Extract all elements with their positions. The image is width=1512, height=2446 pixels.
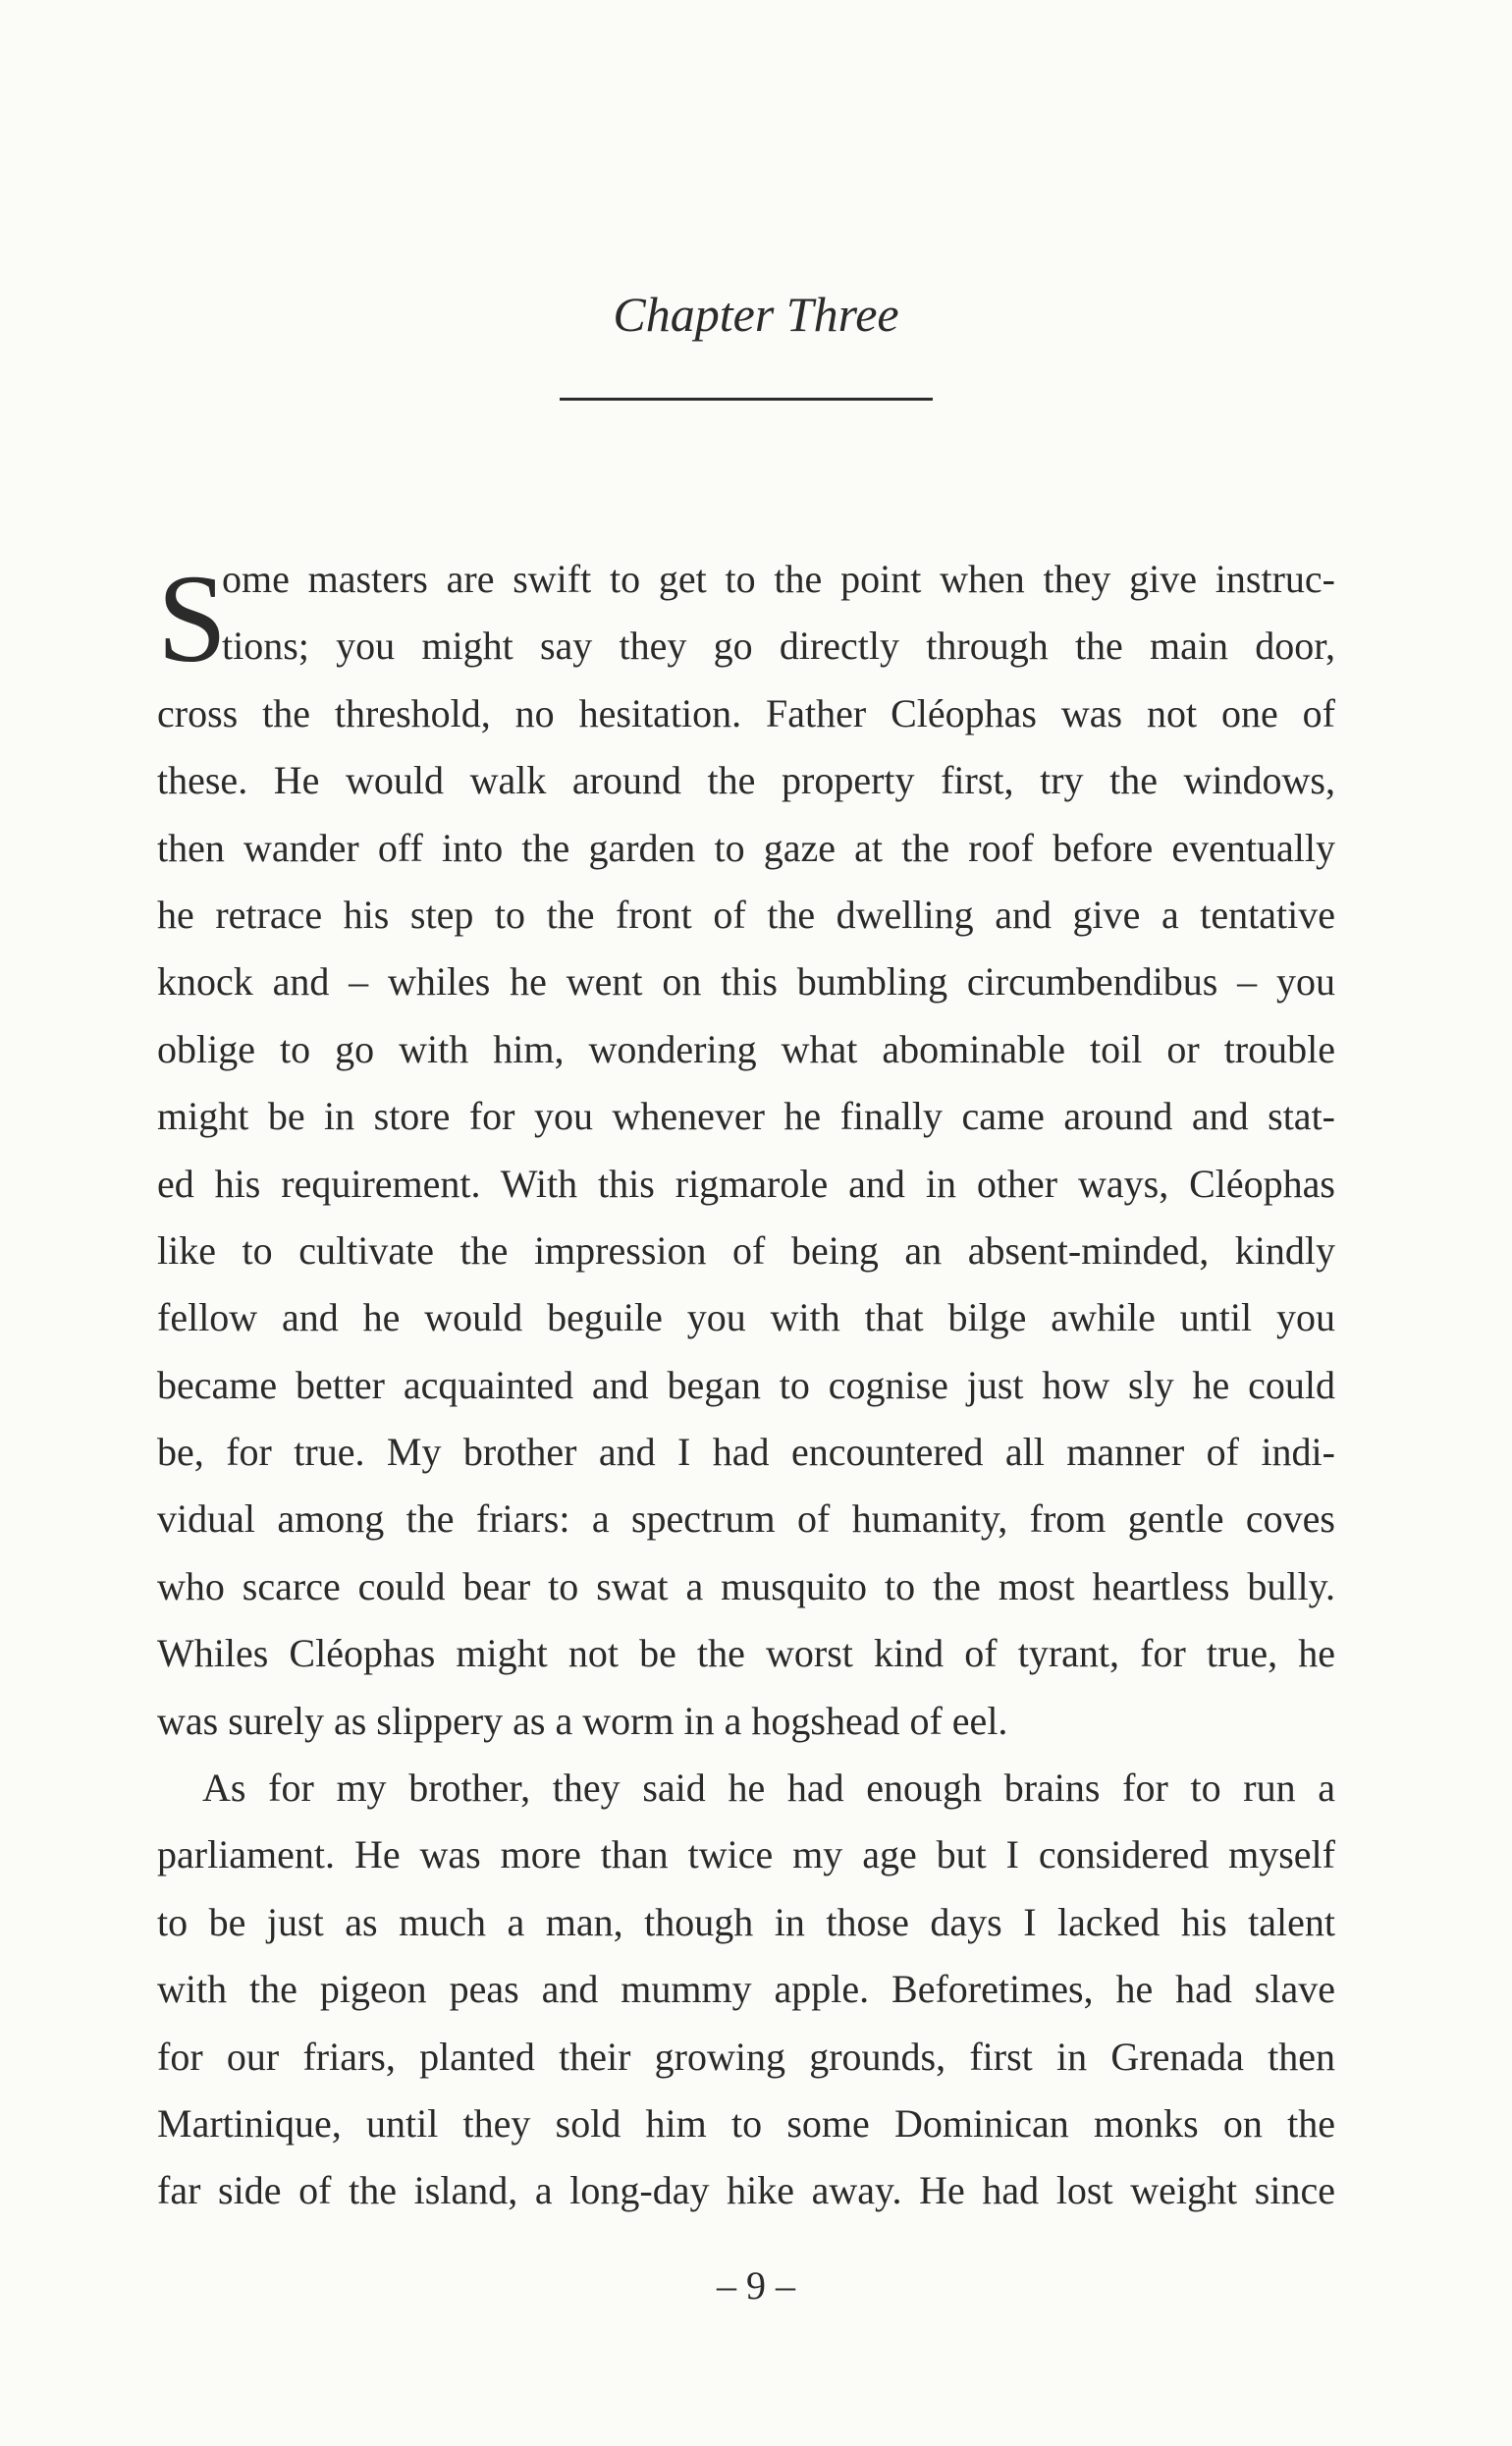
text-line: parliament. He was more than twice my age but I considered myself — [157, 1832, 1335, 1877]
text-line: vidual among the friars: a spectrum of humanity, from gentle coves — [157, 1496, 1335, 1542]
text-line: for our friars, planted their growing grounds, first in Grenada then — [157, 2034, 1335, 2079]
page-number: – 9 – — [717, 2263, 795, 2308]
text-line: then wander off into the garden to gaze at the roof before eventually — [157, 825, 1335, 870]
text-line: oblige to go with him, wondering what abominable toil or trouble — [157, 1026, 1335, 1071]
text-line: he retrace his step to the front of the dwelling and give a tentative — [157, 892, 1335, 937]
text-line: ome masters are swift to get to the point when they give instruc- — [222, 557, 1335, 601]
text-line: was surely as slippery as a worm in a hogshead of eel. — [157, 1698, 1008, 1743]
text-line: these. He would walk around the property first, try the windows, — [157, 758, 1335, 803]
text-line: fellow and he would beguile you with that bilge awhile until you — [157, 1295, 1335, 1340]
body-text — [157, 546, 1335, 2225]
text-line: ed his requirement. With this rigmarole and in other ways, Cléophas — [157, 1161, 1335, 1206]
text-line: who scarce could bear to swat a musquito to the most heartless bully. — [157, 1563, 1335, 1608]
text-line: with the pigeon peas and mummy apple. Beforetimes, he had slave — [157, 1967, 1335, 2012]
text-line: Martinique, until they sold him to some Dominican monks on the — [157, 2100, 1335, 2146]
title-divider — [560, 398, 933, 401]
text-line: to be just as much a man, though in those days I lacked his talent — [157, 1899, 1335, 1944]
text-line: far side of the island, a long-day hike away. He had lost weight since — [157, 2168, 1335, 2213]
text-line: became better acquainted and began to cognise just how sly he could — [157, 1362, 1335, 1407]
drop-cap: S — [157, 549, 228, 688]
text-line: might be in store for you whenever he finally came around and stat- — [157, 1094, 1335, 1139]
text-line: be, for true. My brother and I had encountered all manner of indi- — [157, 1430, 1335, 1475]
text-line: Whiles Cléophas might not be the worst kind of tyrant, for true, he — [157, 1631, 1335, 1676]
text-line: cross the threshold, no hesitation. Father Cléophas was not one of — [157, 690, 1335, 735]
chapter-title: Chapter Three — [613, 287, 899, 342]
text-line: knock and – whiles he went on this bumbling circumbendibus – you — [157, 959, 1335, 1005]
text-line: tions; you might say they go directly through the main door, — [222, 624, 1335, 669]
text-line: As for my brother, they said he had enough brains for to run a — [202, 1766, 1335, 1811]
text-line: like to cultivate the impression of being an absent-minded, kindly — [157, 1227, 1335, 1273]
